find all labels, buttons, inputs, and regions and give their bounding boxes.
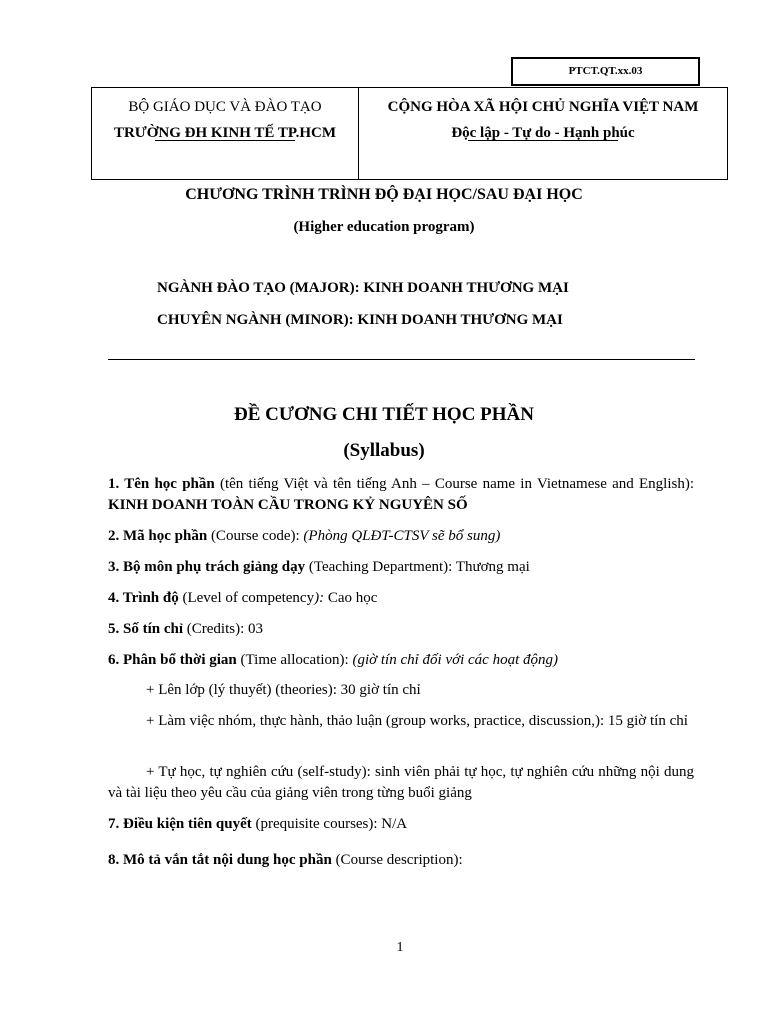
item-self-study: + Tự học, tự nghiên cứu (self-study): sinh viên phải tự học, tự nghiên cứu những nội dung và tài liệu theo yêu cầu của giảng viên trong từng buổi giảng (108, 764, 694, 801)
header-right-cell (359, 88, 727, 179)
item-credits: 5. Số tín chỉ (Credits): 03 (108, 621, 264, 637)
major-line: NGÀNH ĐÀO TẠO (MAJOR): KINH DOANH THƯƠNG MẠI (157, 280, 569, 296)
header-table (91, 87, 728, 180)
national-motto: Độc lập - Tự do - Hạnh phúc (451, 125, 635, 141)
republic-name: CỘNG HÒA XÃ HỘI CHỦ NGHĨA VIỆT NAM (387, 99, 699, 115)
header-left-cell (92, 88, 359, 179)
page-number: 1 (396, 940, 404, 955)
item-course-name: 1. Tên học phần (tên tiếng Việt và tên tiếng Anh – Course name in Vietnamese and English): KINH DOANH TOÀN CẦU TRONG KỶ NGUYÊN SỐ (108, 476, 694, 513)
syllabus-title: ĐỀ CƯƠNG CHI TIẾT HỌC PHẦN (234, 404, 534, 425)
item-course-description: 8. Mô tả vắn tắt nội dung học phần (Course description): (108, 852, 463, 868)
syllabus-subtitle: (Syllabus) (343, 440, 425, 461)
item-course-code: 2. Mã học phần (Course code): (Phòng QLĐT-CTSV sẽ bổ sung) (108, 528, 501, 544)
university-name: TRƯỜNG ĐH KINH TẾ TP.HCM (113, 125, 337, 141)
program-title: CHƯƠNG TRÌNH TRÌNH ĐỘ ĐẠI HỌC/SAU ĐẠI HỌC (185, 186, 583, 203)
separator-line (108, 359, 695, 360)
item-level: 4. Trình độ (Level of competency): Cao học (108, 590, 378, 606)
item-department: 3. Bộ môn phụ trách giảng dạy (Teaching Department): Thương mại (108, 559, 530, 575)
ministry-name: BỘ GIÁO DỤC VÀ ĐÀO TẠO (128, 99, 322, 115)
document-code: PTCT.QT.xx.03 (568, 65, 643, 77)
item-theory-hours: + Lên lớp (lý thuyết) (theories): 30 giờ tín chỉ (146, 682, 421, 698)
item-time-allocation: 6. Phân bổ thời gian (Time allocation): (giờ tín chỉ đối với các hoạt động) (108, 652, 559, 668)
item-group-work-hours: + Làm việc nhóm, thực hành, thảo luận (group works, practice, discussion,): 15 giờ tín chỉ (146, 713, 688, 729)
item-prerequisites: 7. Điều kiện tiên quyết (prequisite courses): N/A (108, 816, 408, 832)
minor-line: CHUYÊN NGÀNH (MINOR): KINH DOANH THƯƠNG MẠI (157, 312, 563, 328)
program-subtitle: (Higher education program) (293, 219, 475, 235)
document-code-box (511, 57, 700, 86)
